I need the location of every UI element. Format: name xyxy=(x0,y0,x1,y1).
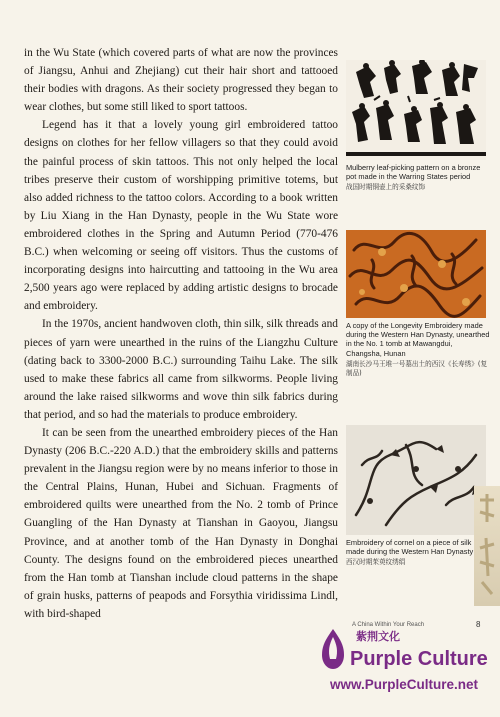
figure-caption-zh: 战国时期铜壶上的采桑纹饰 xyxy=(346,183,426,192)
figure-caption-en: Mulberry leaf-picking pattern on a bronze pot made in the Warring States period xyxy=(346,163,481,182)
paragraph: In the 1970s, ancient handwoven cloth, thin silk, silk threads and pieces of yarn were unearthed in the ruins of the Liangzhu Culture (dating back to 3300-2000 B.C.) surrounding Taihu Lake. The silk used to make these fabrics all came from silkworms. People living around the lake raised silkworms and wove thin silk fabrics during that period, and so had the materials to produce embroidery. xyxy=(24,318,338,421)
logo-chinese-name: 紫荆文化 xyxy=(356,630,400,643)
figure-longevity-embroidery xyxy=(346,230,490,378)
logo-english-name: Purple Culture xyxy=(350,648,488,670)
figure-cornel-embroidery xyxy=(346,425,490,567)
website-url[interactable]: www.PurpleCulture.net xyxy=(330,677,479,692)
figure-image xyxy=(346,425,486,535)
figure-caption-zh: 湖南长沙马王堆一号墓出土的西汉《长寿绣》(复制品) xyxy=(346,359,488,377)
logo-icon xyxy=(318,627,348,671)
figure-caption-en: A copy of the Longevity Embroidery made during the Western Han Dynasty, unearthed in the No. 1 tomb at Mawangdui, Changsha, Hunan xyxy=(346,321,490,358)
figure-image xyxy=(346,60,486,160)
body-text xyxy=(24,44,338,623)
decorative-calligraphy-strip xyxy=(474,486,500,606)
figure-mulberry-pattern xyxy=(346,60,490,192)
paragraph: It can be seen from the unearthed embroidery pieces of the Han Dynasty (206 B.C.-220 A.D.) that the embroidery skills and patterns prevalent in the Jiangsu region were by no means inferior to those in the Central Plains, Hunan, Hubei and Sichuan. Fragments of embroidered quilts were unearthed from the No. 2 tomb of Prince Guangling of the Han Dynasty at Tianshan in Gaoyou, Jiangsu Province, and at another tomb of the Han Dynasty in Donghai County. The designs found on the embroidered pieces unearthed from the Han tomb at Tianshan include cloud patterns in the shape of grain husks, patterns of peapods and Forsythia viridissima Lindl, with bird-shaped xyxy=(24,426,338,620)
figure-caption-zh: 西汉时期茱萸纹绣绢 xyxy=(346,558,406,567)
figure-image xyxy=(346,230,486,318)
footer-tagline: A China Within Your Reach xyxy=(352,622,425,628)
figure-caption-en: Embroidery of cornel on a piece of silk made during the Western Han Dynasty xyxy=(346,538,474,557)
paragraph: in the Wu State (which covered parts of what are now the provinces of Jiangsu, Anhui and Zhejiang) cut their hair short and tattooed their bodies with dragons. As their society progressed they began to wear clothes, but some still liked to sport tattoos. xyxy=(24,47,338,114)
paragraph: Legend has it that a lovely young girl embroidered tattoo designs on clothes for her fellow villagers so that they could avoid the painful process of skin tattoos. This not only helped the local tribes preserve their custom of worshipping primitive totems, but also added richness to the tattoo colors. According to a book written by Liu Xiang in the Han Dynasty, people in the Wu State wore embroidered clothes in the Spring and Autumn Period (770-476 B.C.) when welcoming or seeing off visitors. Thus the customs of incorporating designs into haircutting and tattooing in the Wu area 2,500 years ago were replaced by adding artistic designs to brocade and embroidery. xyxy=(24,119,338,313)
page-number: 8 xyxy=(476,620,481,629)
